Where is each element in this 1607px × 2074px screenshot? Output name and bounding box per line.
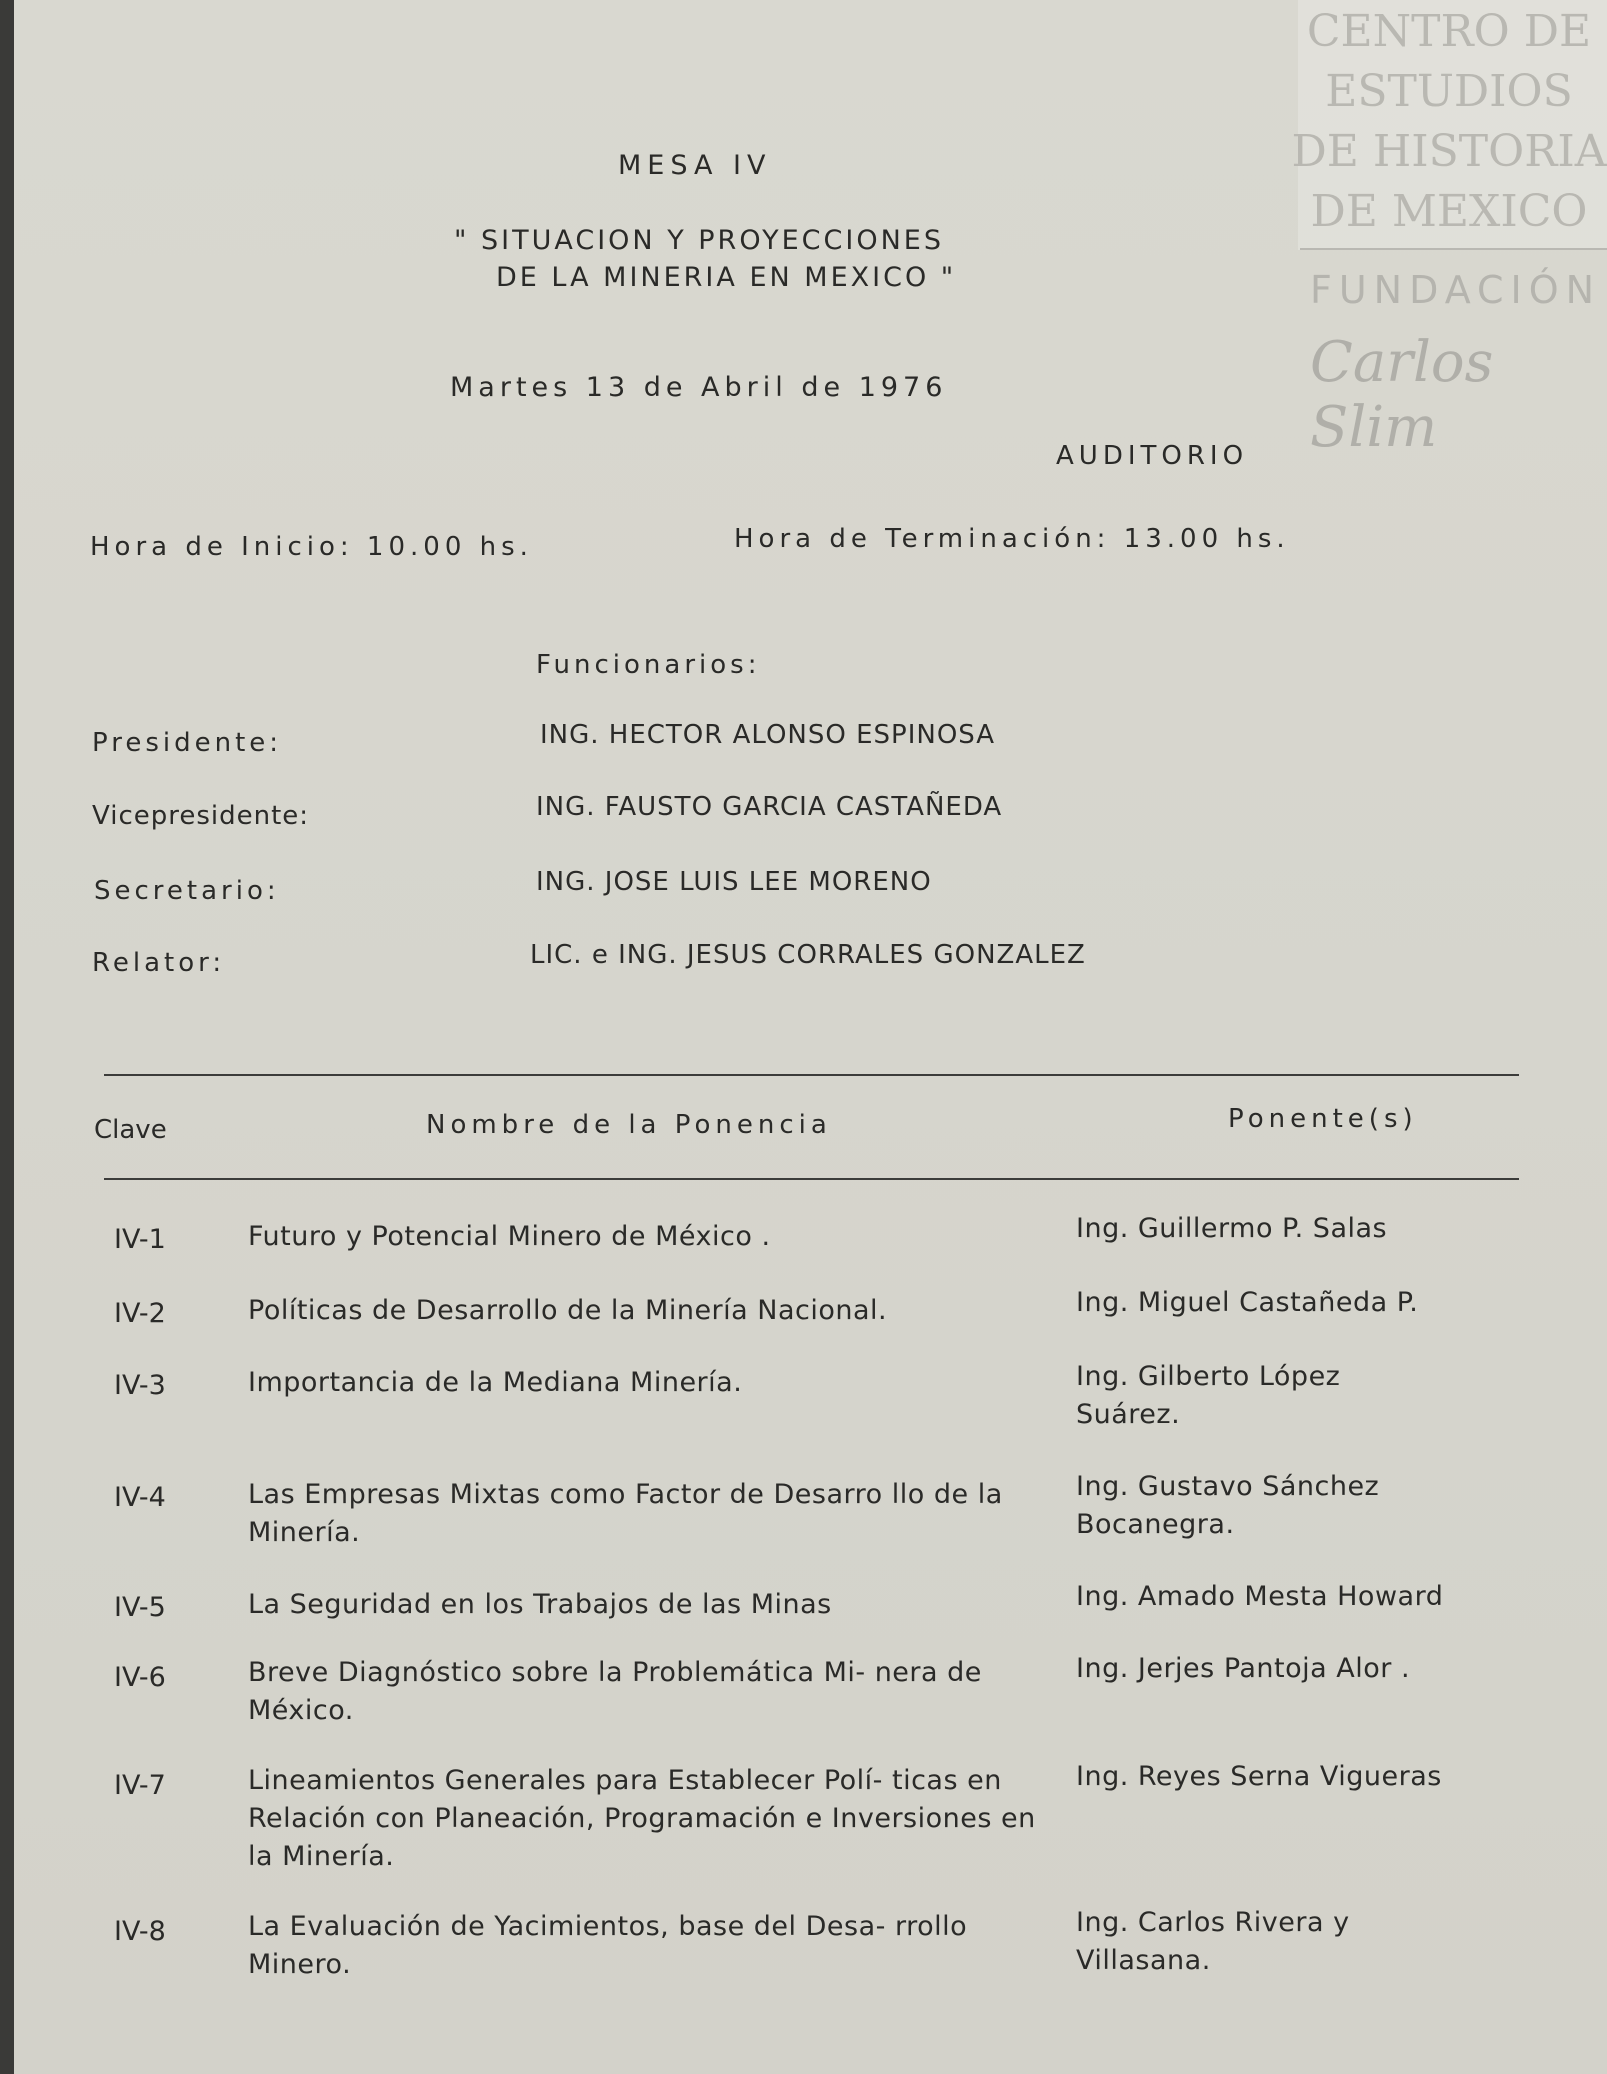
row-title: Políticas de Desarrollo de la Minería Nacional. [248, 1295, 888, 1326]
col-header-clave: Clave [94, 1115, 167, 1145]
row-author: Ing. Carlos Rivera y Villasana. [1076, 1907, 1350, 1976]
officials-heading: Funcionarios: [536, 650, 761, 680]
venue-label: AUDITORIO [1056, 441, 1249, 471]
role-relator: Relator: [92, 948, 226, 978]
row-title: Futuro y Potencial Minero de México . [248, 1221, 771, 1252]
name-relator: LIC. e ING. JESUS CORRALES GONZALEZ [530, 940, 1086, 970]
row-code: IV-2 [114, 1298, 166, 1329]
watermark-divider [1300, 248, 1607, 250]
mesa-label: MESA IV [618, 150, 772, 181]
col-header-nombre: Nombre de la Ponencia [426, 1110, 832, 1140]
watermark-signature: Carlos Slim [1310, 330, 1494, 460]
table-top-rule [104, 1074, 1519, 1076]
row-title: La Seguridad en los Trabajos de las Minas [248, 1589, 832, 1620]
name-vicepresidente: ING. FAUSTO GARCIA CASTAÑEDA [536, 792, 1003, 822]
watermark-line-4: DE MEXICO [1310, 186, 1588, 237]
row-author: Ing. Amado Mesta Howard [1076, 1581, 1444, 1612]
row-code: IV-8 [114, 1916, 166, 1947]
document-page [14, 0, 1607, 2074]
end-time: Hora de Terminación: 13.00 hs. [734, 524, 1290, 554]
row-title: La Evaluación de Yacimientos, base del Desa- rrollo Minero. [248, 1911, 968, 1980]
row-title: Las Empresas Mixtas como Factor de Desarro llo de la Minería. [248, 1479, 1003, 1548]
start-time: Hora de Inicio: 10.00 hs. [90, 532, 533, 562]
row-author: Ing. Miguel Castañeda P. [1076, 1287, 1419, 1318]
role-secretario: Secretario: [94, 876, 280, 906]
row-author: Ing. Jerjes Pantoja Alor . [1076, 1653, 1411, 1684]
row-author: Ing. Reyes Serna Vigueras [1076, 1761, 1442, 1792]
watermark-fundacion: FUNDACIÓN [1310, 268, 1602, 312]
row-code: IV-3 [114, 1370, 166, 1401]
row-title: Lineamientos Generales para Establecer Polí- ticas en Relación con Planeación, Programación e Inversiones en la Minería. [248, 1765, 1036, 1872]
row-author: Ing. Gilberto López Suárez. [1076, 1361, 1341, 1430]
role-presidente: Presidente: [92, 728, 283, 758]
row-code: IV-6 [114, 1662, 166, 1693]
row-code: IV-5 [114, 1592, 166, 1623]
watermark-line-2: ESTUDIOS [1325, 66, 1573, 117]
row-code: IV-7 [114, 1770, 166, 1801]
row-title: Breve Diagnóstico sobre la Problemática Mi- nera de México. [248, 1657, 982, 1726]
session-date: Martes 13 de Abril de 1976 [450, 372, 948, 403]
name-secretario: ING. JOSE LUIS LEE MORENO [536, 867, 932, 897]
row-author: Ing. Gustavo Sánchez Bocanegra. [1076, 1471, 1380, 1540]
row-title: Importancia de la Mediana Minería. [248, 1367, 743, 1398]
name-presidente: ING. HECTOR ALONSO ESPINOSA [540, 720, 996, 750]
row-author: Ing. Guillermo P. Salas [1076, 1213, 1388, 1244]
title-line-1: " SITUACION Y PROYECCIONES [454, 225, 944, 256]
table-header-rule [104, 1178, 1519, 1180]
title-line-2: DE LA MINERIA EN MEXICO " [496, 262, 957, 293]
col-header-ponente: Ponente(s) [1228, 1104, 1418, 1134]
role-vicepresidente: Vicepresidente: [92, 801, 310, 831]
row-code: IV-1 [114, 1224, 166, 1255]
row-code: IV-4 [114, 1482, 166, 1513]
watermark-line-1: CENTRO DE [1306, 6, 1592, 57]
watermark-line-3: DE HISTORIA [1291, 126, 1607, 177]
